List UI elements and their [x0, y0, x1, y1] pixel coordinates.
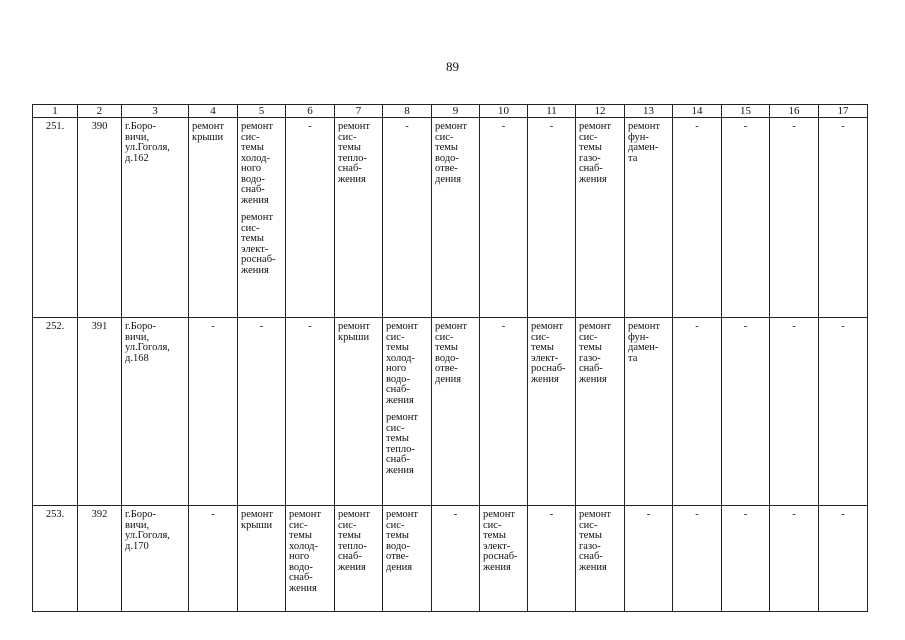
work-line: газо- — [579, 152, 601, 164]
work-cell — [625, 318, 673, 506]
empty-cell: - — [770, 318, 819, 506]
work-line: та — [628, 152, 638, 164]
table-row — [33, 118, 868, 318]
work-line: элект- — [483, 540, 511, 552]
work-line: отве- — [435, 163, 458, 174]
work-line: жения — [241, 264, 269, 276]
work-line: дения — [435, 373, 462, 385]
work-line: отве- — [435, 363, 458, 374]
work-line: темы — [241, 142, 264, 153]
col-header: 12 — [576, 105, 625, 118]
work-line: темы — [579, 530, 602, 541]
work-line: ремонт — [628, 121, 661, 132]
work-line: сис- — [531, 331, 550, 343]
address-line: вичи, — [125, 331, 150, 343]
work-line: ного — [386, 363, 407, 374]
work-line: сис- — [289, 519, 308, 531]
work-line: ремонт — [435, 121, 468, 132]
empty-cell: - — [189, 318, 238, 506]
work-line: сис- — [579, 331, 598, 343]
work-line: снаб- — [338, 163, 362, 174]
work-line: ремонт — [628, 321, 661, 332]
col-header: 16 — [770, 105, 819, 118]
work-line: темы — [435, 342, 458, 353]
work-cell — [189, 118, 238, 318]
work-line: сис- — [579, 519, 598, 531]
col-header: 8 — [383, 105, 432, 118]
work-line: холод- — [289, 540, 318, 552]
work-line: элект- — [531, 352, 559, 364]
work-line: ремонт — [338, 321, 371, 332]
work-line: ремонт — [241, 509, 274, 520]
work-line: роснаб- — [483, 551, 518, 562]
work-line: сис- — [435, 331, 454, 343]
work-cell — [576, 318, 625, 506]
work-line: жения — [579, 173, 607, 185]
empty-cell: - — [383, 118, 432, 318]
col-header: 1 — [33, 105, 78, 118]
address-line: д.168 — [125, 352, 149, 364]
address-line: ул.Гоголя, — [125, 142, 170, 153]
work-line: сис- — [386, 422, 405, 434]
col-header: 14 — [673, 105, 722, 118]
work-line: тепло- — [386, 443, 415, 455]
work-line: водо- — [241, 173, 265, 185]
empty-cell: - — [673, 318, 722, 506]
work-line: водо- — [289, 561, 313, 573]
work-line: ремонт — [386, 412, 419, 423]
work-line: водо- — [435, 352, 459, 364]
col-header: 17 — [819, 105, 868, 118]
work-line: ремонт — [192, 121, 225, 132]
work-line: ремонт — [579, 509, 612, 520]
work-line: элект- — [241, 243, 269, 255]
work-cell — [432, 118, 480, 318]
work-line: сис- — [338, 519, 357, 531]
row-number: 252. — [33, 318, 78, 506]
address-cell — [122, 318, 189, 506]
work-line: снаб- — [386, 454, 410, 465]
work-line: ремонт — [241, 212, 274, 223]
work-line: темы — [531, 342, 554, 353]
work-cell — [576, 118, 625, 318]
work-line: тепло- — [338, 540, 367, 552]
col-header: 3 — [122, 105, 189, 118]
work-line: жения — [386, 464, 414, 476]
address-cell — [122, 506, 189, 612]
empty-cell: - — [770, 118, 819, 318]
empty-cell: - — [722, 506, 770, 612]
work-line: ремонт — [531, 321, 564, 332]
work-line: темы — [579, 342, 602, 353]
row-code: 390 — [78, 118, 122, 318]
col-header: 6 — [286, 105, 335, 118]
work-line: сис- — [386, 331, 405, 343]
empty-cell: - — [819, 318, 868, 506]
work-line: крыши — [241, 519, 273, 531]
address-line: г.Боро- — [125, 321, 157, 332]
col-header: 4 — [189, 105, 238, 118]
col-header: 15 — [722, 105, 770, 118]
work-line: жения — [483, 561, 511, 573]
row-code: 392 — [78, 506, 122, 612]
work-line: темы — [386, 530, 409, 541]
work-line: ного — [289, 551, 310, 562]
address-line: д.162 — [125, 152, 149, 164]
work-line: снаб- — [241, 184, 265, 195]
col-header: 7 — [335, 105, 383, 118]
empty-cell: - — [625, 506, 673, 612]
repair-table — [32, 104, 868, 612]
work-line: ного — [241, 163, 262, 174]
work-line: отве- — [386, 551, 409, 562]
work-line: ремонт — [579, 321, 612, 332]
work-line: ремонт — [435, 321, 468, 332]
work-line: темы — [579, 142, 602, 153]
work-line: сис- — [483, 519, 502, 531]
work-cell — [432, 318, 480, 506]
work-line: темы — [435, 142, 458, 153]
address-line: вичи, — [125, 519, 150, 531]
work-line: газо- — [579, 540, 601, 552]
empty-cell: - — [722, 318, 770, 506]
work-line: тепло- — [338, 152, 367, 164]
empty-cell: - — [528, 118, 576, 318]
table-row — [33, 506, 868, 612]
empty-cell: - — [819, 506, 868, 612]
work-cell — [528, 318, 576, 506]
work-line: сис- — [386, 519, 405, 531]
address-line: г.Боро- — [125, 121, 157, 132]
work-line: жения — [386, 394, 414, 406]
row-code: 391 — [78, 318, 122, 506]
work-cell — [335, 118, 383, 318]
work-line: крыши — [338, 331, 370, 343]
work-line: сис- — [435, 131, 454, 143]
work-line: ремонт — [241, 121, 274, 132]
work-line: водо- — [386, 373, 410, 385]
empty-cell: - — [673, 506, 722, 612]
empty-cell: - — [673, 118, 722, 318]
work-cell — [576, 506, 625, 612]
work-line: снаб- — [386, 384, 410, 395]
work-line: снаб- — [579, 363, 603, 374]
work-line: дамен- — [628, 342, 659, 353]
work-line: темы — [386, 342, 409, 353]
work-cell — [286, 506, 335, 612]
work-line: ремонт — [289, 509, 322, 520]
empty-cell: - — [480, 318, 528, 506]
address-cell — [122, 118, 189, 318]
row-number: 251. — [33, 118, 78, 318]
work-line: холод- — [241, 152, 270, 164]
empty-cell: - — [480, 118, 528, 318]
empty-cell: - — [819, 118, 868, 318]
empty-cell: - — [189, 506, 238, 612]
work-cell — [383, 318, 432, 506]
work-line: ремонт — [386, 321, 419, 332]
address-line: вичи, — [125, 131, 150, 143]
work-cell — [480, 506, 528, 612]
work-line: темы — [289, 530, 312, 541]
work-line: та — [628, 352, 638, 364]
address-line: г.Боро- — [125, 509, 157, 520]
work-cell — [238, 506, 286, 612]
empty-cell: - — [770, 506, 819, 612]
work-line: дамен- — [628, 142, 659, 153]
work-line: жения — [289, 582, 317, 594]
empty-cell: - — [528, 506, 576, 612]
work-line: водо- — [435, 152, 459, 164]
address-line: д.170 — [125, 540, 149, 552]
work-line: дения — [386, 561, 413, 573]
work-line: дения — [435, 173, 462, 185]
work-line: жения — [338, 561, 366, 573]
col-header: 5 — [238, 105, 286, 118]
work-cell — [625, 118, 673, 318]
work-line: ремонт — [338, 509, 371, 520]
work-line: газо- — [579, 352, 601, 364]
table-row — [33, 318, 868, 506]
work-cell — [335, 506, 383, 612]
col-header: 13 — [625, 105, 673, 118]
page-number: 89 — [446, 59, 459, 74]
col-header: 11 — [528, 105, 576, 118]
col-header: 10 — [480, 105, 528, 118]
work-line: снаб- — [579, 163, 603, 174]
work-line: жения — [531, 373, 559, 385]
work-line: сис- — [241, 131, 260, 143]
address-line: ул.Гоголя, — [125, 530, 170, 541]
work-line: ремонт — [338, 121, 371, 132]
work-line: жения — [338, 173, 366, 185]
work-line: темы — [241, 233, 264, 244]
work-line: ремонт — [483, 509, 516, 520]
work-line: жения — [241, 194, 269, 206]
work-line: сис- — [579, 131, 598, 143]
work-line: снаб- — [579, 551, 603, 562]
work-cell — [238, 118, 286, 318]
work-line: темы — [483, 530, 506, 541]
empty-cell: - — [238, 318, 286, 506]
row-number: 253. — [33, 506, 78, 612]
work-line: роснаб- — [531, 363, 566, 374]
work-line: холод- — [386, 352, 415, 364]
work-line: снаб- — [338, 551, 362, 562]
work-line: темы — [386, 433, 409, 444]
work-line: темы — [338, 530, 361, 541]
work-line: крыши — [192, 131, 224, 143]
work-cell — [383, 506, 432, 612]
work-line: жения — [579, 561, 607, 573]
work-line: темы — [338, 142, 361, 153]
empty-cell: - — [286, 118, 335, 318]
col-header: 9 — [432, 105, 480, 118]
work-line: роснаб- — [241, 254, 276, 265]
address-line: ул.Гоголя, — [125, 342, 170, 353]
work-line: сис- — [241, 222, 260, 234]
work-line: водо- — [386, 540, 410, 552]
work-line: сис- — [338, 131, 357, 143]
header-row — [33, 105, 868, 118]
empty-cell: - — [432, 506, 480, 612]
work-line: снаб- — [289, 572, 313, 583]
work-line: фун- — [628, 131, 649, 143]
work-line: фун- — [628, 331, 649, 343]
empty-cell: - — [286, 318, 335, 506]
work-line: ремонт — [579, 121, 612, 132]
work-line: жения — [579, 373, 607, 385]
empty-cell: - — [722, 118, 770, 318]
work-cell — [335, 318, 383, 506]
col-header: 2 — [78, 105, 122, 118]
work-line: ремонт — [386, 509, 419, 520]
